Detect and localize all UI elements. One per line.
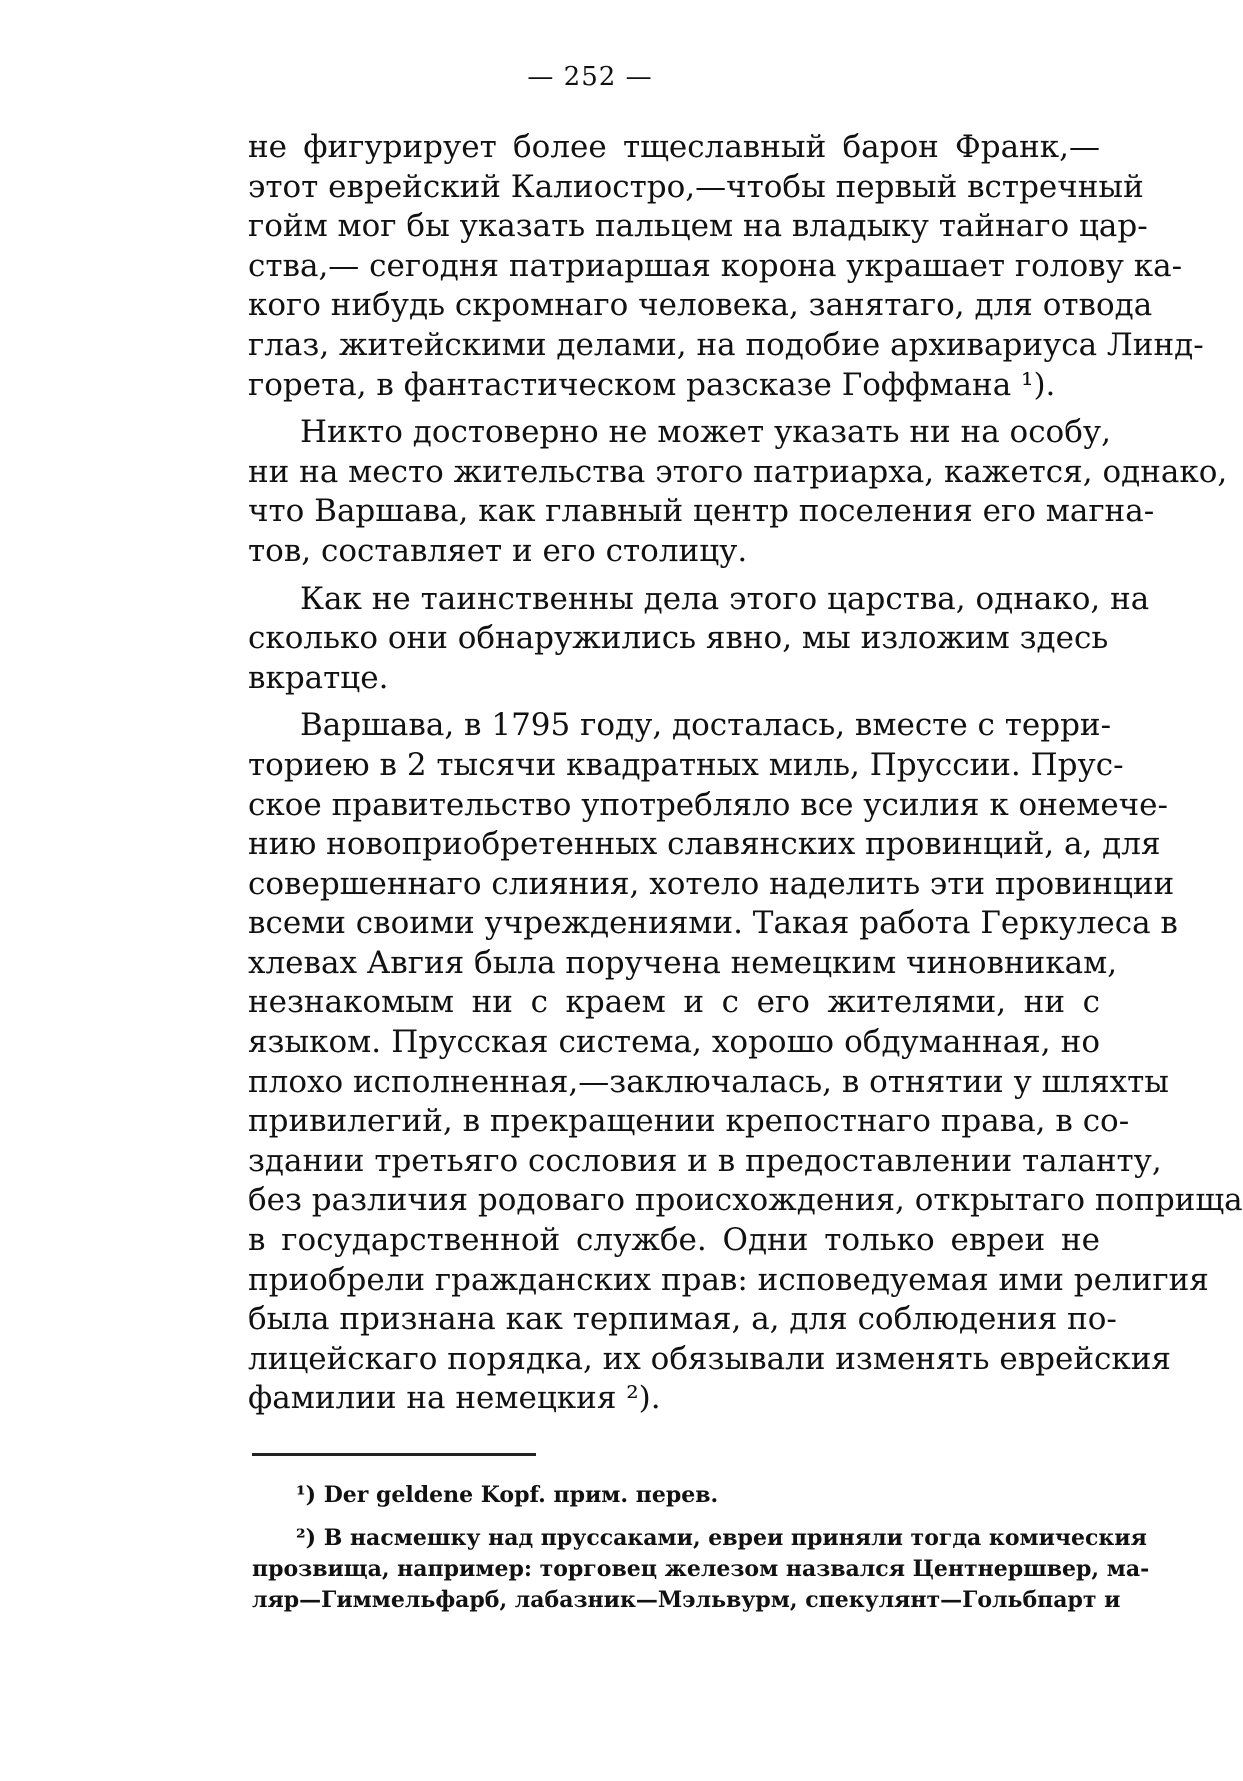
text-line: ства,— сегодня патриаршая корона украшает голову ка-: [248, 247, 1183, 284]
text-line: фамилии на немецкия ²).: [248, 1380, 661, 1417]
text-line: сколько они обнаружились явно, мы изложим здесь: [248, 620, 1109, 657]
text-line: гойм мог бы указать пальцем на владыку тайнаго цар-: [248, 208, 1148, 245]
text-line: лицейскаго порядка, их обязывали изменять еврейския: [248, 1340, 1171, 1377]
paragraph: [248, 413, 1228, 571]
text-line: без различия родоваго происхождения, открытаго поприща: [248, 1182, 1243, 1219]
footnote-line: ²) В насмешку над пруссаками, евреи приняли тогда комическия: [296, 1525, 1147, 1551]
text-line: ни на место жительства этого патриарха, кажется, однако,: [248, 453, 1228, 490]
paragraph: [248, 580, 1150, 699]
text-line: совершеннаго слияния, хотело наделить эти провинции: [248, 865, 1175, 902]
text-line: горета, в фантастическом разсказе Гоффмана ¹).: [248, 366, 1056, 403]
footnote-line: прозвища, например: торговец железом назвался Центнершвер, ма-: [252, 1556, 1150, 1582]
text-line: была признана как терпимая, а, для соблюдения по-: [248, 1301, 1117, 1338]
text-line: Как не таинственны дела этого царства, однако, на: [300, 580, 1150, 617]
paragraph: [248, 706, 1243, 1419]
text-line: хлевах Авгия была поручена немецким чиновникам,: [248, 944, 1118, 981]
footnote-divider: [252, 1453, 536, 1456]
text-line: нию новоприобретенных славянских провинций, а, для: [248, 826, 1161, 863]
text-line: незнакомым ни с краем и с его жителями, ни с: [248, 984, 1100, 1021]
text-line: в государственной службе. Одни только евреи не: [248, 1222, 1100, 1259]
footnote: [252, 1523, 1150, 1616]
text-line: кого нибудь скромнаго человека, занятаго, для отвода: [248, 287, 1153, 324]
text-line: что Варшава, как главный центр поселения его магна-: [248, 493, 1155, 530]
text-line: языком. Прусская система, хорошо обдуманная, но: [248, 1024, 1100, 1061]
paragraph: [248, 128, 1204, 405]
footnote: [252, 1480, 1100, 1511]
text-line: глаз, житейскими делами, на подобие архивариуса Линд-: [248, 326, 1204, 363]
text-line: здании третьяго сословия и в предоставлении таланту,: [248, 1142, 1162, 1179]
body-text: [248, 128, 1243, 1419]
footnotes: [252, 1480, 1150, 1616]
text-line: этот еврейский Калиостро,—чтобы первый встречный: [248, 168, 1144, 205]
text-line: всеми своими учреждениями. Такая работа Геркулеса в: [248, 905, 1178, 942]
footnote-line: ¹) Der geldene Kopf. прим. перев.: [296, 1482, 719, 1508]
footnote-line: ляр—Гиммельфарб, лабазник—Мэльвурм, спекулянт—Гольбпарт и: [252, 1587, 1121, 1613]
page-number: — 252 —: [527, 62, 653, 92]
text-line: приобрели гражданских прав: исповедуемая ими религия: [248, 1261, 1209, 1298]
text-line: не фигурирует более тщеславный барон Франк,—: [248, 129, 1100, 165]
text-line: привилегий, в прекращении крепостнаго права, в со-: [248, 1103, 1130, 1140]
text-line: тов, составляет и его столицу.: [248, 532, 748, 569]
text-line: вкратце.: [248, 659, 389, 696]
text-line: плохо исполненная,—заключалась, в отнятии у шляхты: [248, 1063, 1169, 1100]
text-line: Никто достоверно не может указать ни на особу,: [300, 414, 1111, 451]
text-line: Варшава, в 1795 году, досталась, вместе с терри-: [300, 707, 1112, 744]
text-line: ториею в 2 тысячи квадратных миль, Пруссии. Прус-: [248, 746, 1124, 783]
text-line: ское правительство употребляло все усилия к онемече-: [248, 786, 1168, 823]
